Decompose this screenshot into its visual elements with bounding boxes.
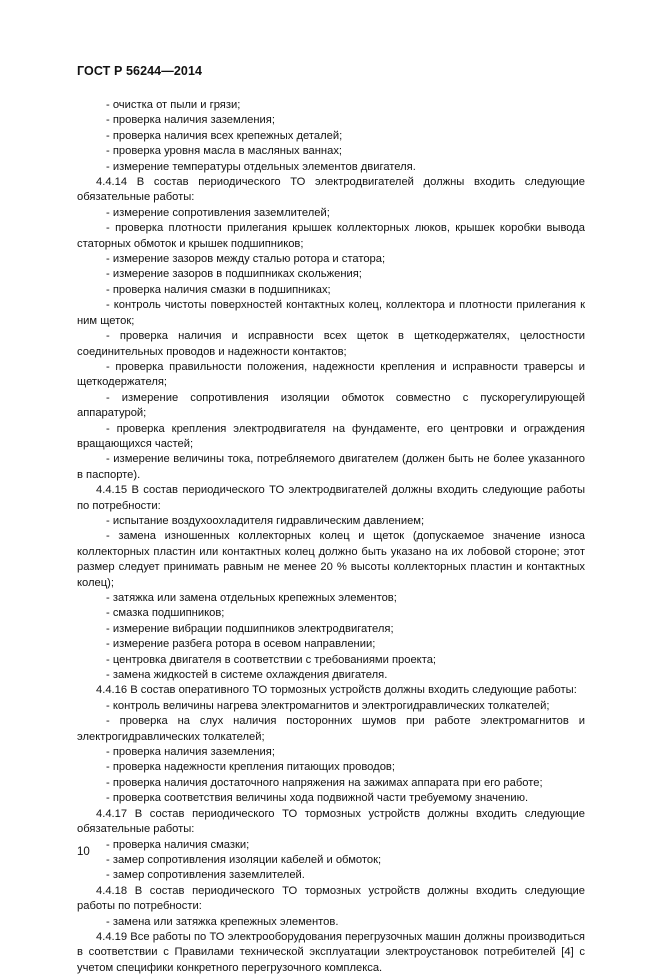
list-item: - испытание воздухоохладителя гидравлическим давлением; xyxy=(106,514,425,527)
list-item: - смазка подшипников; xyxy=(106,607,225,620)
list-item: - измерение сопротивления изоляции обмоток совместно с пускорегулирующей аппаратурой; xyxy=(77,391,585,420)
list-item: - замер сопротивления изоляции кабелей и обмоток; xyxy=(106,853,382,866)
list-item: - проверка наличия заземления; xyxy=(106,746,275,759)
page-number: 10 xyxy=(77,846,90,858)
clause-paragraph: 4.4.17 В состав периодического ТО тормозных устройств должны входить следующие обязательные работы: xyxy=(77,807,585,836)
list-item: - очистка от пыли и грязи; xyxy=(106,99,241,111)
list-item: - измерение зазоров в подшипниках скольжения; xyxy=(106,268,362,281)
list-item: - измерение разбега ротора в осевом направлении; xyxy=(106,638,376,651)
list-item: - проверка на слух наличия посторонних шумов при работе электромагнитов и электрогидравлических толкателей; xyxy=(77,715,585,743)
list-item: - контроль чистоты поверхностей контактных колец, коллектора и плотности прилегания к ним щеток; xyxy=(77,299,585,327)
list-item: - проверка наличия заземления; xyxy=(106,114,275,127)
list-item: - замена жидкостей в системе охлаждения двигателя. xyxy=(106,669,388,682)
list-item: - проверка крепления электродвигателя на фундаменте, его центровки и ограждения вращающихся частей; xyxy=(77,422,585,450)
list-item: - проверка надежности крепления питающих проводов; xyxy=(106,761,395,774)
list-item: - измерение величины тока, потребляемого двигателем (должен быть не более указанного в паспорте). xyxy=(77,453,585,481)
list-item: - проверка соответствия величины хода подвижной части требуемому значению. xyxy=(106,792,529,805)
clause-paragraph: 4.4.15 В состав периодического ТО электродвигателей должны входить следующие работы по потребности: xyxy=(77,484,585,512)
page-header-standard-code: ГОСТ Р 56244—2014 xyxy=(77,64,203,78)
list-item: - проверка наличия и исправности всех щеток в щеткодержателях, целостности соединительных проводов и надежности контактов; xyxy=(77,330,585,358)
list-item: - центровка двигателя в соответствии с требованиями проекта; xyxy=(106,653,437,666)
clause-paragraph: 4.4.14 В состав периодического ТО электродвигателей должны входить следующие обязательные работы: xyxy=(77,176,585,204)
list-item: - проверка наличия достаточного напряжения на зажимах аппарата при его работе; xyxy=(106,776,543,789)
list-item: - проверка наличия всех крепежных деталей; xyxy=(106,129,343,142)
document-body xyxy=(77,98,585,976)
list-item: - проверка правильности положения, надежности крепления и исправности траверсы и щеткодержателя; xyxy=(77,360,585,389)
list-item: - проверка уровня масла в масляных ваннах; xyxy=(106,145,343,158)
list-item: - проверка наличия смазки; xyxy=(106,838,250,851)
list-item: - контроль величины нагрева электромагнитов и электрогидравлических толкателей; xyxy=(106,699,550,712)
clause-paragraph: 4.4.19 Все работы по ТО электрооборудования перегрузочных машин должны производиться в соответствии с Правилами технической эксплуатации электроустановок потребителей [4] с учетом специфики конкретного перегрузочного комплекса. xyxy=(77,930,585,974)
list-item: - замена изношенных коллекторных колец и щеток (допускаемое значение износа коллекторных пластин или контактных колец должно быть указано на их лобовой стороне; этот размер следует принимать равным не менее 20 % высоты коллекторных пластин и контактных колец); xyxy=(77,530,585,589)
list-item: - проверка наличия смазки в подшипниках; xyxy=(106,283,331,296)
list-item: - замер сопротивления заземлителей. xyxy=(106,869,305,882)
clause-paragraph: 4.4.18 В состав периодического ТО тормозных устройств должны входить следующие работы по потребности: xyxy=(77,884,585,913)
list-item: - измерение температуры отдельных элементов двигателя. xyxy=(106,160,416,173)
list-item: - измерение вибрации подшипников электродвигателя; xyxy=(106,622,394,635)
list-item: - замена или затяжка крепежных элементов. xyxy=(106,915,339,928)
clause-paragraph: 4.4.16 В состав оперативного ТО тормозных устройств должны входить следующие работы: xyxy=(96,684,577,697)
list-item: - измерение зазоров между сталью ротора и статора; xyxy=(106,253,386,266)
list-item: - затяжка или замена отдельных крепежных элементов; xyxy=(106,592,397,604)
list-item: - проверка плотности прилегания крышек коллекторных люков, крышек коробки вывода статорных обмоток и крышек подшипников; xyxy=(77,222,585,250)
list-item: - измерение сопротивления заземлителей; xyxy=(106,206,330,219)
